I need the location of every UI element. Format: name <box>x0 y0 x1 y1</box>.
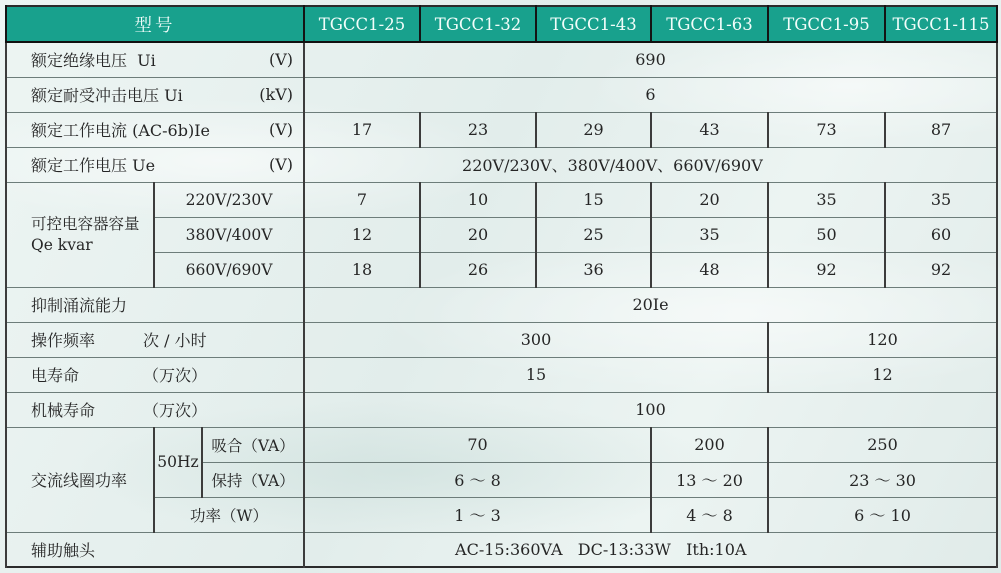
table-row <box>6 357 997 392</box>
row-label-inrush-suppression <box>6 287 304 322</box>
row-unit-text: (V) <box>268 50 294 70</box>
sub-row-label-660v: 660V/690V <box>154 252 304 287</box>
table-row <box>6 392 997 427</box>
row-label-working-current <box>6 112 304 147</box>
value-cell: 7 <box>304 182 420 217</box>
table-row <box>6 147 997 182</box>
value-cell: 120 <box>768 322 997 357</box>
table-row <box>6 427 997 462</box>
row-label-text: 可控电容器容量 <box>31 214 140 233</box>
row-label-mechanical-life <box>6 392 304 427</box>
table-row <box>6 217 997 252</box>
value-cell: 15 <box>304 357 768 392</box>
coil-frequency-cell: 50Hz <box>154 427 202 497</box>
table-row <box>6 252 997 287</box>
value-cell: 300 <box>304 322 768 357</box>
value-cell: 25 <box>536 217 651 252</box>
value-cell: 92 <box>885 252 997 287</box>
table-header-row <box>6 6 997 42</box>
table-row <box>6 322 997 357</box>
value-cell: 200 <box>651 427 768 462</box>
model-header-cell: TGCC1-115 <box>885 6 997 42</box>
value-cell: 6 ～ 8 <box>304 462 651 497</box>
value-cell: 92 <box>768 252 885 287</box>
table-row <box>6 532 997 567</box>
value-cell: 690 <box>304 42 997 77</box>
table-row <box>6 182 997 217</box>
value-cell: 17 <box>304 112 420 147</box>
row-label-text: 电寿命 <box>31 366 80 385</box>
row-label-capacitor-capacity <box>6 182 154 287</box>
value-cell: 20 <box>420 217 536 252</box>
sub-row-label-holding: 保持（VA） <box>202 462 304 497</box>
row-label-auxiliary-contact <box>6 532 304 567</box>
value-cell: 87 <box>885 112 997 147</box>
table-row <box>6 77 997 112</box>
row-label-text: 辅助触头 <box>31 540 96 560</box>
value-cell: 4 ～ 8 <box>651 497 768 532</box>
value-cell: 60 <box>885 217 997 252</box>
sub-row-label-power: 功率（W） <box>154 497 304 532</box>
value-cell: 35 <box>651 217 768 252</box>
row-label-text: 抑制涌流能力 <box>31 296 128 315</box>
model-header-cell: TGCC1-95 <box>768 6 885 42</box>
value-cell: 20Ie <box>304 287 997 322</box>
row-label-text: 额定耐受冲击电压 Ui <box>31 86 183 105</box>
row-unit-text: (kV) <box>259 85 294 104</box>
row-label-working-voltage <box>6 147 304 182</box>
row-unit-text: （万次） <box>143 366 208 385</box>
sub-row-label-380v: 380V/400V <box>154 217 304 252</box>
table-row <box>6 42 997 77</box>
row-label-text: 交流线圈功率 <box>31 471 128 490</box>
value-cell: 10 <box>420 182 536 217</box>
sub-row-label-220v: 220V/230V <box>154 182 304 217</box>
value-cell: 18 <box>304 252 420 287</box>
value-cell: 250 <box>768 427 997 462</box>
row-label-coil-power <box>6 427 154 532</box>
value-cell: 6 ～ 10 <box>768 497 997 532</box>
model-header-cell: TGCC1-43 <box>536 6 651 42</box>
value-cell: 35 <box>768 182 885 217</box>
sub-row-label-pull-in: 吸合（VA） <box>202 427 304 462</box>
row-label-text: 额定绝缘电压 Ui <box>31 51 156 71</box>
value-cell: 12 <box>304 217 420 252</box>
value-cell: 15 <box>536 182 651 217</box>
row-label-text: 额定工作电压 Ue <box>31 156 156 175</box>
value-cell: 26 <box>420 252 536 287</box>
row-label-electrical-life <box>6 357 304 392</box>
value-cell: 70 <box>304 427 651 462</box>
table-row <box>6 112 997 147</box>
value-cell: 43 <box>651 112 768 147</box>
table-row <box>6 287 997 322</box>
value-cell: 20 <box>651 182 768 217</box>
value-cell: AC-15:360VA DC-13:33W Ith:10A <box>304 532 997 567</box>
value-cell: 13 ～ 20 <box>651 462 768 497</box>
table-row <box>6 497 997 532</box>
model-header-cell: TGCC1-32 <box>420 6 536 42</box>
value-cell: 48 <box>651 252 768 287</box>
value-cell: 36 <box>536 252 651 287</box>
model-header-cell: TGCC1-63 <box>651 6 768 42</box>
row-label-text: Qe kvar <box>31 235 93 254</box>
row-unit-text: (V) <box>268 120 294 139</box>
row-unit-text: 次 / 小时 <box>143 331 207 350</box>
value-cell: 50 <box>768 217 885 252</box>
value-cell: 100 <box>304 392 997 427</box>
row-label-text: 额定工作电流 (AC-6b)Ie <box>31 121 210 140</box>
model-column-title: 型号 <box>6 6 304 42</box>
spec-table <box>5 5 998 568</box>
row-label-insulation-voltage <box>6 42 304 77</box>
value-cell: 220V/230V、380V/400V、660V/690V <box>304 147 997 182</box>
value-cell: 29 <box>536 112 651 147</box>
value-cell: 23 <box>420 112 536 147</box>
value-cell: 23 ～ 30 <box>768 462 997 497</box>
model-header-cell: TGCC1-25 <box>304 6 420 42</box>
row-label-operation-frequency <box>6 322 304 357</box>
value-cell: 35 <box>885 182 997 217</box>
row-label-text: 操作频率 <box>31 331 96 350</box>
value-cell: 73 <box>768 112 885 147</box>
value-cell: 6 <box>304 77 997 112</box>
value-cell: 1 ～ 3 <box>304 497 651 532</box>
row-unit-text: (V) <box>268 155 294 174</box>
row-unit-text: （万次） <box>143 401 208 420</box>
row-label-text: 机械寿命 <box>31 401 96 420</box>
row-label-impulse-voltage <box>6 77 304 112</box>
value-cell: 12 <box>768 357 997 392</box>
